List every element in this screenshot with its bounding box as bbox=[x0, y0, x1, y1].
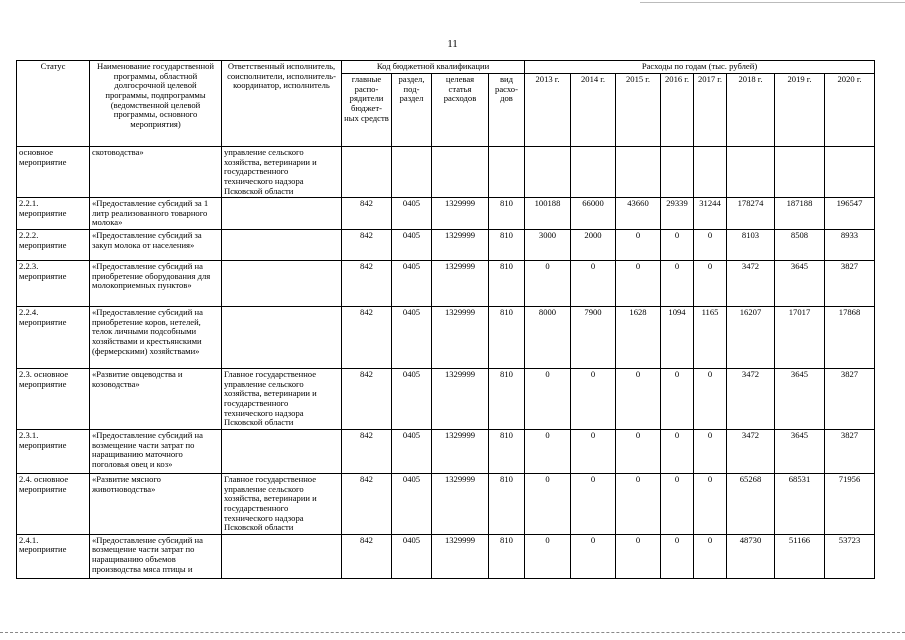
row-expense-value: 31244 bbox=[694, 198, 727, 230]
row-expense-value: 3645 bbox=[775, 261, 825, 307]
row-executor bbox=[222, 430, 342, 474]
table-row bbox=[17, 230, 875, 261]
row-expense-value: 187188 bbox=[775, 198, 825, 230]
row-target bbox=[432, 147, 489, 198]
row-name: «Предоставление субсидий на возмещение части затрат по наращиванию объемов производства мяса птицы и bbox=[90, 534, 222, 578]
row-section: 0405 bbox=[392, 261, 432, 307]
row-grbs: 842 bbox=[342, 198, 392, 230]
row-expense-value: 0 bbox=[661, 369, 694, 430]
header-budget-code: Код бюджетной квалификации bbox=[342, 61, 525, 74]
row-expense-value: 3645 bbox=[775, 430, 825, 474]
row-executor bbox=[222, 230, 342, 261]
row-expense-value: 0 bbox=[525, 534, 571, 578]
row-expense-value: 8000 bbox=[525, 307, 571, 369]
row-expense-value bbox=[727, 147, 775, 198]
row-target: 1329999 bbox=[432, 198, 489, 230]
row-expense-value: 0 bbox=[661, 430, 694, 474]
row-section bbox=[392, 147, 432, 198]
row-expense-value: 0 bbox=[571, 474, 616, 535]
row-name: «Предоставление субсидий на возмещение части затрат по наращиванию маточного поголовья овец и коз» bbox=[90, 430, 222, 474]
row-expense-value: 8933 bbox=[825, 230, 875, 261]
row-expense-value: 68531 bbox=[775, 474, 825, 535]
row-expense-value: 0 bbox=[525, 369, 571, 430]
row-kind: 810 bbox=[489, 430, 525, 474]
row-expense-value: 1165 bbox=[694, 307, 727, 369]
row-status: 2.2.1. мероприятие bbox=[17, 198, 90, 230]
row-expense-value: 0 bbox=[661, 474, 694, 535]
row-expense-value: 100188 bbox=[525, 198, 571, 230]
row-expense-value: 0 bbox=[525, 430, 571, 474]
header-grbs: главные распо-рядители бюджет-ных средств bbox=[342, 74, 392, 147]
header-year: 2019 г. bbox=[775, 74, 825, 147]
row-expense-value: 0 bbox=[694, 369, 727, 430]
row-expense-value: 3000 bbox=[525, 230, 571, 261]
row-expense-value: 8508 bbox=[775, 230, 825, 261]
row-expense-value: 0 bbox=[694, 474, 727, 535]
row-target: 1329999 bbox=[432, 534, 489, 578]
row-expense-value bbox=[825, 147, 875, 198]
row-section: 0405 bbox=[392, 430, 432, 474]
table-row bbox=[17, 430, 875, 474]
row-expense-value: 3645 bbox=[775, 369, 825, 430]
header-kind: вид расхо-дов bbox=[489, 74, 525, 147]
row-expense-value: 0 bbox=[571, 369, 616, 430]
row-name: «Развитие овцеводства и козоводства» bbox=[90, 369, 222, 430]
row-name: «Предоставление субсидий на приобретение коров, нетелей, телок личными подсобными хозяйствами и крестьянскими (фермерскими) хозяйствами» bbox=[90, 307, 222, 369]
table-row bbox=[17, 369, 875, 430]
row-section: 0405 bbox=[392, 198, 432, 230]
row-kind: 810 bbox=[489, 198, 525, 230]
row-target: 1329999 bbox=[432, 230, 489, 261]
row-status: 2.4. основное мероприятие bbox=[17, 474, 90, 535]
row-expense-value: 1094 bbox=[661, 307, 694, 369]
expenses-table bbox=[16, 60, 875, 579]
header-year: 2015 г. bbox=[616, 74, 661, 147]
row-expense-value: 3472 bbox=[727, 261, 775, 307]
row-expense-value: 7900 bbox=[571, 307, 616, 369]
row-expense-value bbox=[775, 147, 825, 198]
row-kind bbox=[489, 147, 525, 198]
table-row bbox=[17, 198, 875, 230]
row-expense-value bbox=[661, 147, 694, 198]
row-expense-value: 0 bbox=[571, 534, 616, 578]
row-kind: 810 bbox=[489, 230, 525, 261]
header-executor: Ответственный исполнитель, соисполнители, исполнитель-координатор, исполнитель bbox=[222, 61, 342, 147]
page-number: 11 bbox=[447, 38, 458, 50]
row-expense-value bbox=[616, 147, 661, 198]
row-expense-value: 29339 bbox=[661, 198, 694, 230]
header-expenses: Расходы по годам (тыс. рублей) bbox=[525, 61, 875, 74]
row-expense-value: 0 bbox=[694, 430, 727, 474]
table-row bbox=[17, 261, 875, 307]
row-expense-value: 17868 bbox=[825, 307, 875, 369]
row-expense-value: 3827 bbox=[825, 261, 875, 307]
row-expense-value: 3827 bbox=[825, 430, 875, 474]
row-section: 0405 bbox=[392, 307, 432, 369]
row-expense-value: 0 bbox=[571, 261, 616, 307]
header-year: 2020 г. bbox=[825, 74, 875, 147]
row-name: «Предоставление субсидий за закуп молока от населения» bbox=[90, 230, 222, 261]
row-expense-value: 16207 bbox=[727, 307, 775, 369]
row-executor bbox=[222, 534, 342, 578]
row-grbs: 842 bbox=[342, 430, 392, 474]
row-expense-value bbox=[694, 147, 727, 198]
row-section: 0405 bbox=[392, 369, 432, 430]
row-expense-value: 53723 bbox=[825, 534, 875, 578]
row-expense-value: 51166 bbox=[775, 534, 825, 578]
row-expense-value: 196547 bbox=[825, 198, 875, 230]
row-expense-value: 0 bbox=[525, 474, 571, 535]
row-expense-value: 0 bbox=[616, 230, 661, 261]
header-name: Наименование государственной программы, областной долгосрочной целевой программы, подпрограммы (ведомственной целевой программы, основного мероприятия) bbox=[90, 61, 222, 147]
header-year: 2014 г. bbox=[571, 74, 616, 147]
row-section: 0405 bbox=[392, 534, 432, 578]
row-target: 1329999 bbox=[432, 261, 489, 307]
table-row bbox=[17, 147, 875, 198]
row-kind: 810 bbox=[489, 307, 525, 369]
header-year: 2018 г. bbox=[727, 74, 775, 147]
row-status: 2.2.2. мероприятие bbox=[17, 230, 90, 261]
row-grbs: 842 bbox=[342, 307, 392, 369]
row-kind: 810 bbox=[489, 474, 525, 535]
row-expense-value: 8103 bbox=[727, 230, 775, 261]
row-grbs: 842 bbox=[342, 261, 392, 307]
row-name: «Предоставление субсидий за 1 литр реализованного товарного молока» bbox=[90, 198, 222, 230]
row-expense-value: 0 bbox=[661, 261, 694, 307]
row-executor bbox=[222, 307, 342, 369]
row-expense-value: 3472 bbox=[727, 430, 775, 474]
row-status: 2.2.4. мероприятие bbox=[17, 307, 90, 369]
row-kind: 810 bbox=[489, 261, 525, 307]
row-name: скотоводства» bbox=[90, 147, 222, 198]
scan-edge-line bbox=[640, 2, 905, 3]
row-expense-value: 48730 bbox=[727, 534, 775, 578]
table-row bbox=[17, 534, 875, 578]
row-target: 1329999 bbox=[432, 307, 489, 369]
row-status: 2.3. основное мероприятие bbox=[17, 369, 90, 430]
row-expense-value: 178274 bbox=[727, 198, 775, 230]
row-grbs bbox=[342, 147, 392, 198]
row-executor bbox=[222, 198, 342, 230]
row-status: 2.2.3. мероприятие bbox=[17, 261, 90, 307]
row-executor: управление сельского хозяйства, ветеринарии и государственного технического надзора Псковской области bbox=[222, 147, 342, 198]
row-section: 0405 bbox=[392, 474, 432, 535]
row-expense-value bbox=[525, 147, 571, 198]
row-expense-value: 0 bbox=[694, 534, 727, 578]
row-expense-value: 43660 bbox=[616, 198, 661, 230]
row-name: «Предоставление субсидий на приобретение оборудования для молокоприемных пунктов» bbox=[90, 261, 222, 307]
table-row bbox=[17, 474, 875, 535]
table-row bbox=[17, 307, 875, 369]
header-year: 2013 г. bbox=[525, 74, 571, 147]
row-expense-value: 0 bbox=[616, 430, 661, 474]
row-kind: 810 bbox=[489, 369, 525, 430]
row-target: 1329999 bbox=[432, 430, 489, 474]
row-grbs: 842 bbox=[342, 474, 392, 535]
row-expense-value bbox=[571, 147, 616, 198]
row-grbs: 842 bbox=[342, 230, 392, 261]
row-expense-value: 2000 bbox=[571, 230, 616, 261]
row-executor bbox=[222, 261, 342, 307]
row-expense-value: 3472 bbox=[727, 369, 775, 430]
row-expense-value: 0 bbox=[616, 534, 661, 578]
row-expense-value: 0 bbox=[661, 534, 694, 578]
row-expense-value: 17017 bbox=[775, 307, 825, 369]
header-status: Статус bbox=[17, 61, 90, 147]
row-grbs: 842 bbox=[342, 534, 392, 578]
row-kind: 810 bbox=[489, 534, 525, 578]
row-expense-value: 0 bbox=[571, 430, 616, 474]
row-expense-value: 0 bbox=[616, 261, 661, 307]
row-expense-value: 71956 bbox=[825, 474, 875, 535]
row-expense-value: 0 bbox=[616, 369, 661, 430]
header-section: раздел, под-раздел bbox=[392, 74, 432, 147]
scan-bottom-line bbox=[0, 632, 905, 633]
row-expense-value: 66000 bbox=[571, 198, 616, 230]
header-target: целевая статья расходов bbox=[432, 74, 489, 147]
row-expense-value: 0 bbox=[694, 261, 727, 307]
row-expense-value: 0 bbox=[525, 261, 571, 307]
row-target: 1329999 bbox=[432, 474, 489, 535]
row-grbs: 842 bbox=[342, 369, 392, 430]
row-status: основное мероприятие bbox=[17, 147, 90, 198]
row-expense-value: 3827 bbox=[825, 369, 875, 430]
row-expense-value: 65268 bbox=[727, 474, 775, 535]
row-executor: Главное государственное управление сельского хозяйства, ветеринарии и государственного технического надзора Псковской области bbox=[222, 369, 342, 430]
row-expense-value: 0 bbox=[661, 230, 694, 261]
header-year: 2016 г. bbox=[661, 74, 694, 147]
row-name: «Развитие мясного животноводства» bbox=[90, 474, 222, 535]
row-expense-value: 1628 bbox=[616, 307, 661, 369]
row-expense-value: 0 bbox=[694, 230, 727, 261]
row-status: 2.3.1. мероприятие bbox=[17, 430, 90, 474]
row-executor: Главное государственное управление сельского хозяйства, ветеринарии и государственного технического надзора Псковской области bbox=[222, 474, 342, 535]
row-section: 0405 bbox=[392, 230, 432, 261]
row-expense-value: 0 bbox=[616, 474, 661, 535]
header-year: 2017 г. bbox=[694, 74, 727, 147]
row-target: 1329999 bbox=[432, 369, 489, 430]
row-status: 2.4.1. мероприятие bbox=[17, 534, 90, 578]
